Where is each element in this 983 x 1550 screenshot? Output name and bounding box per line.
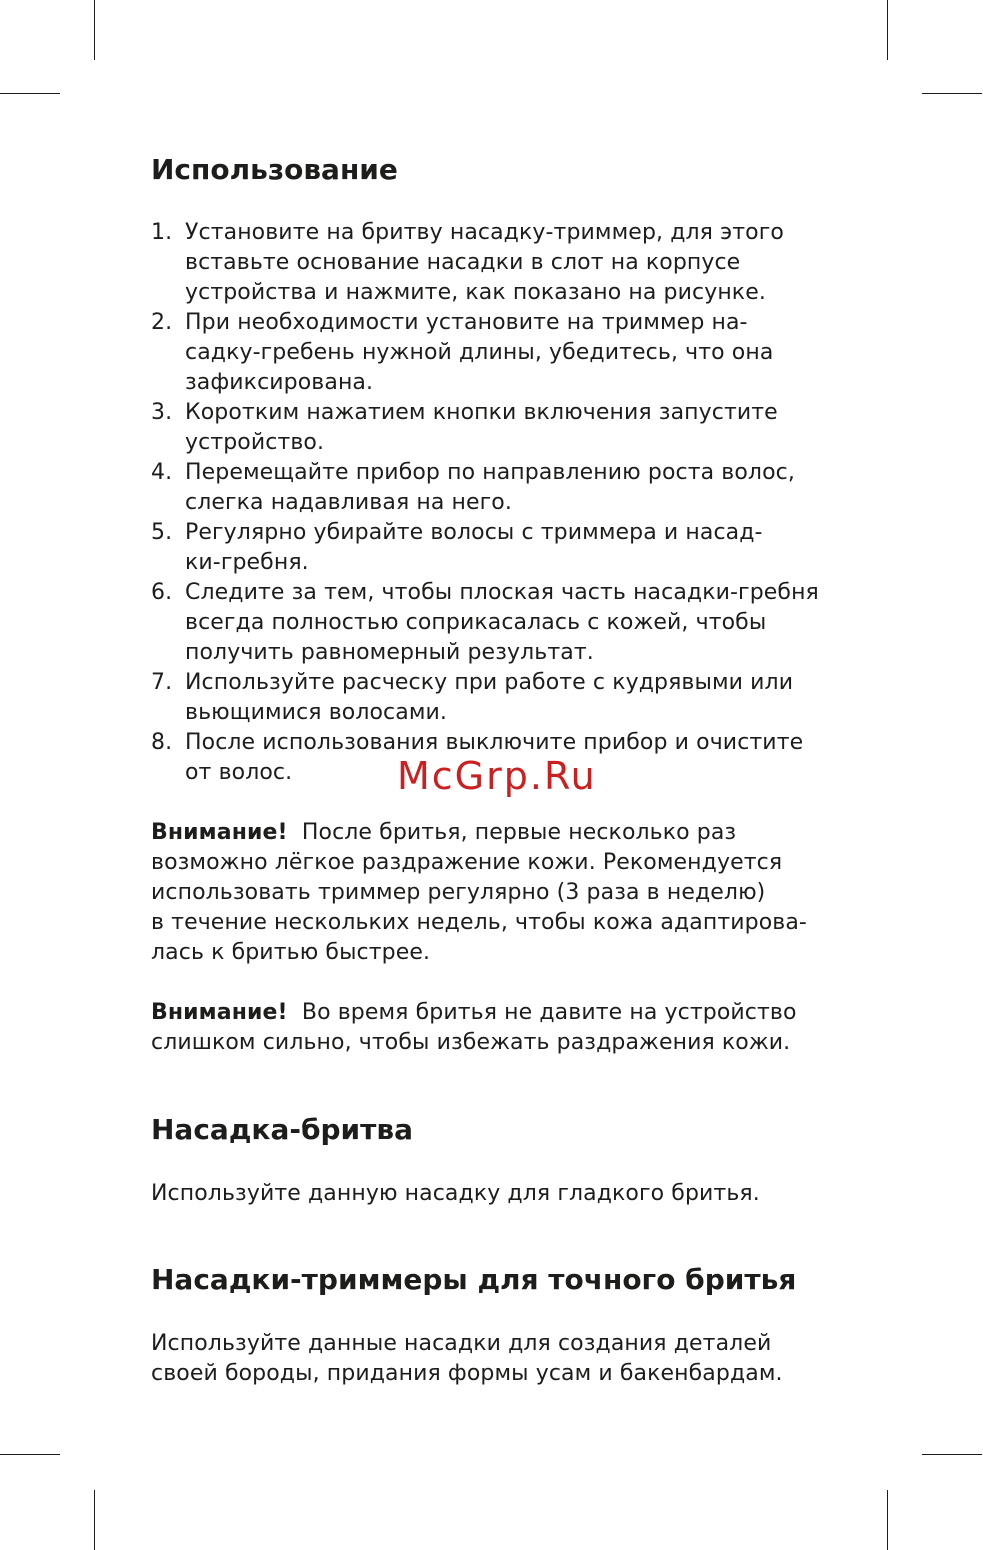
trimmers-line: своей бороды, придания формы усам и бакенбардам. bbox=[151, 1361, 783, 1386]
list-item bbox=[151, 578, 851, 668]
step-number: 5. bbox=[151, 520, 173, 545]
crop-mark-top-right bbox=[887, 0, 888, 60]
trimmers-heading: Насадки-триммеры для точного бритья bbox=[151, 1263, 797, 1296]
step-line: от волос. bbox=[185, 760, 293, 785]
warning-line bbox=[151, 818, 851, 848]
list-item bbox=[151, 518, 851, 578]
step-line: устройства и нажмите, как показано на рисунке. bbox=[185, 280, 766, 305]
warning-label: Внимание! bbox=[151, 820, 288, 845]
razor-heading: Насадка-бритва bbox=[151, 1113, 414, 1146]
warning-line: слишком сильно, чтобы избежать раздражения кожи. bbox=[151, 1030, 791, 1055]
step-line: Регулярно убирайте волосы с триммера и насад- bbox=[185, 520, 763, 545]
trimmers-line: Используйте данные насадки для создания деталей bbox=[151, 1331, 772, 1356]
usage-heading: Использование bbox=[151, 153, 398, 186]
trimmers-paragraph bbox=[151, 1329, 851, 1389]
crop-mark-top-left bbox=[94, 0, 95, 60]
list-item bbox=[151, 668, 851, 728]
step-line: садку-гребень нужной длины, убедитесь, что она bbox=[185, 340, 774, 365]
crop-mark-left-top bbox=[0, 93, 60, 94]
usage-steps-list bbox=[151, 218, 851, 788]
step-line: зафиксирована. bbox=[185, 370, 374, 395]
step-line: Установите на бритву насадку-триммер, для этого bbox=[185, 220, 784, 245]
warning-label: Внимание! bbox=[151, 1000, 288, 1025]
warning-paragraph-1 bbox=[151, 818, 851, 968]
step-number: 7. bbox=[151, 670, 173, 695]
step-line: Коротким нажатием кнопки включения запустите bbox=[185, 400, 778, 425]
step-number: 2. bbox=[151, 310, 173, 335]
step-line: вставьте основание насадки в слот на корпусе bbox=[185, 250, 741, 275]
step-line: После использования выключите прибор и очистите bbox=[185, 730, 804, 755]
step-line: получить равномерный результат. bbox=[185, 640, 594, 665]
step-number: 8. bbox=[151, 730, 173, 755]
step-line: вьющимися волосами. bbox=[185, 700, 448, 725]
watermark: McGrp.Ru bbox=[397, 754, 597, 798]
list-item bbox=[151, 398, 851, 458]
warning-line: лась к бритью быстрее. bbox=[151, 940, 431, 965]
step-line: устройство. bbox=[185, 430, 325, 455]
step-number: 1. bbox=[151, 220, 173, 245]
razor-paragraph bbox=[151, 1179, 851, 1209]
step-number: 3. bbox=[151, 400, 173, 425]
step-number: 4. bbox=[151, 460, 173, 485]
crop-mark-left-bottom bbox=[0, 1454, 60, 1455]
step-line: Используйте расческу при работе с кудрявыми или bbox=[185, 670, 794, 695]
crop-mark-bottom-right bbox=[887, 1490, 888, 1550]
list-item bbox=[151, 218, 851, 308]
step-number: 6. bbox=[151, 580, 173, 605]
crop-mark-right-bottom bbox=[922, 1454, 982, 1455]
warning-line: возможно лёгкое раздражение кожи. Рекомендуется bbox=[151, 850, 783, 875]
warning-paragraph-2 bbox=[151, 998, 851, 1058]
warning-text: Во время бритья не давите на устройство bbox=[301, 1000, 797, 1025]
step-line: всегда полностью соприкасалась с кожей, чтобы bbox=[185, 610, 767, 635]
razor-line: Используйте данную насадку для гладкого бритья. bbox=[151, 1181, 760, 1206]
warning-line bbox=[151, 998, 851, 1028]
warning-text: После бритья, первые несколько раз bbox=[301, 820, 737, 845]
step-line: Перемещайте прибор по направлению роста волос, bbox=[185, 460, 795, 485]
warning-line: в течение нескольких недель, чтобы кожа адаптирова- bbox=[151, 910, 807, 935]
list-item bbox=[151, 458, 851, 518]
step-line: При необходимости установите на триммер на- bbox=[185, 310, 748, 335]
crop-mark-right-top bbox=[922, 93, 982, 94]
step-line: Следите за тем, чтобы плоская часть насадки-гребня bbox=[185, 580, 819, 605]
list-item bbox=[151, 308, 851, 398]
warning-line: использовать триммер регулярно (3 раза в неделю) bbox=[151, 880, 766, 905]
step-line: слегка надавливая на него. bbox=[185, 490, 512, 515]
step-line: ки-гребня. bbox=[185, 550, 309, 575]
crop-mark-bottom-left bbox=[94, 1490, 95, 1550]
